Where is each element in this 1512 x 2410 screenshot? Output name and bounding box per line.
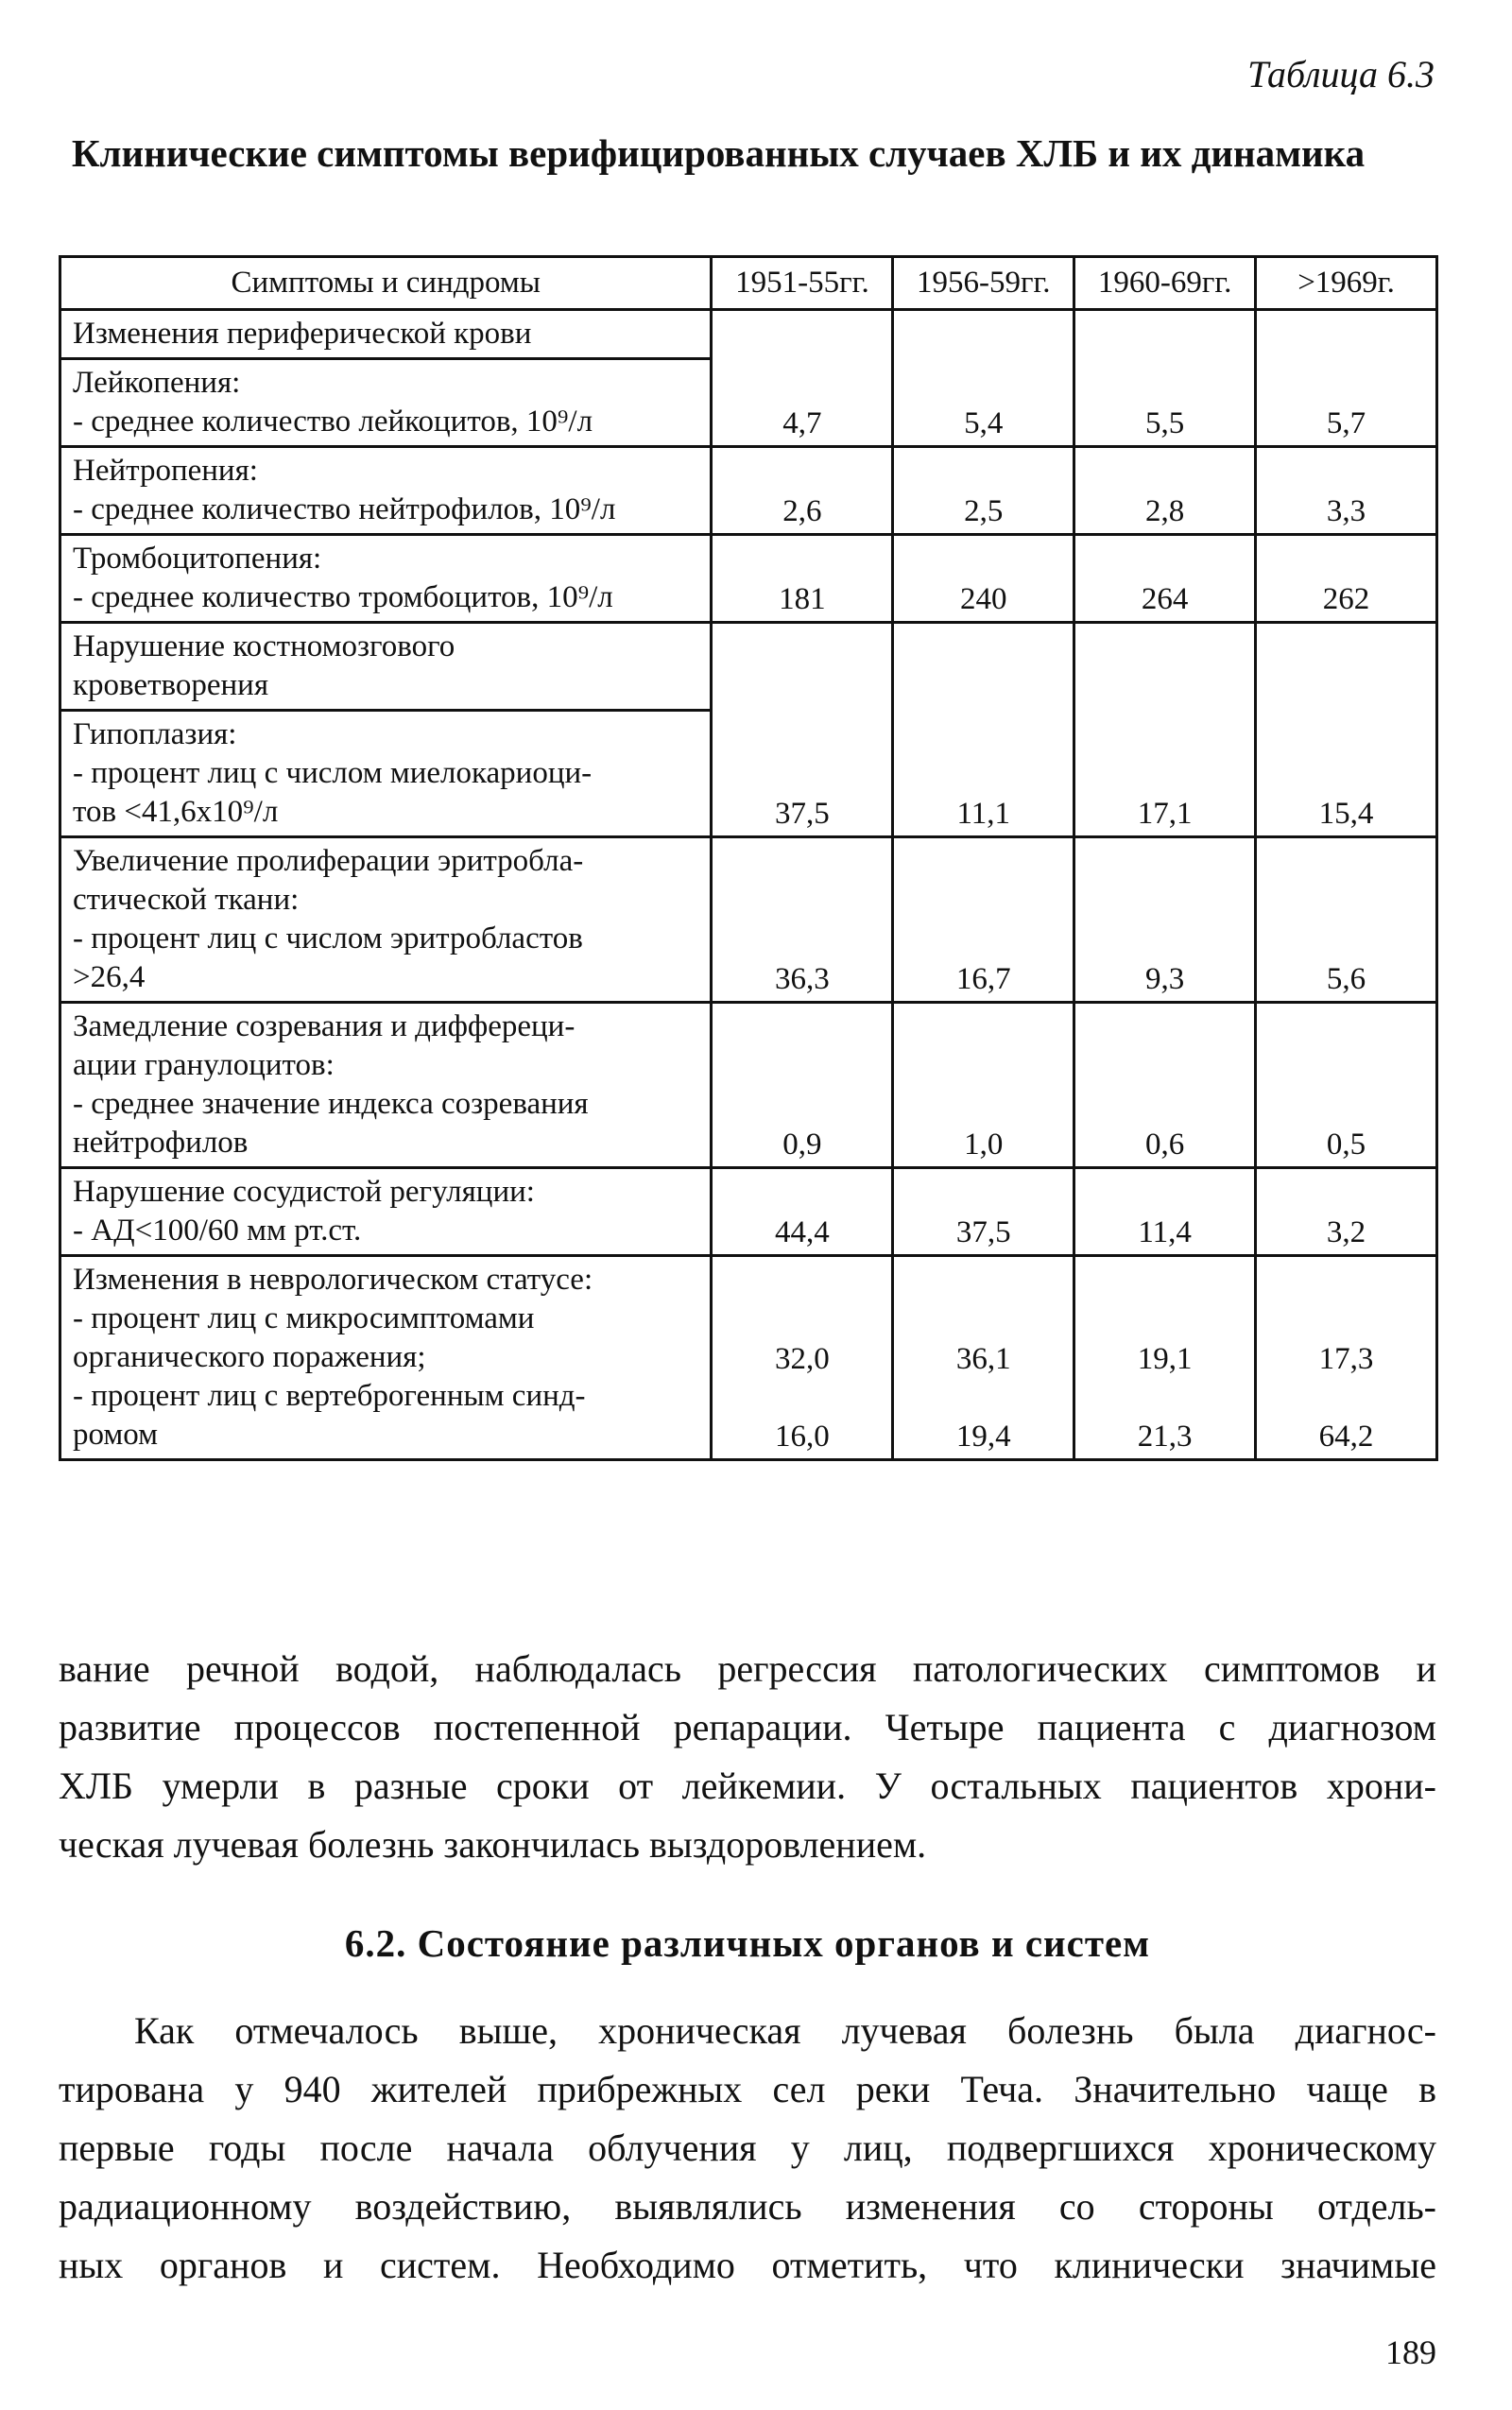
value-cell: 5,5: [1074, 359, 1256, 447]
symptom-text: Замедление созревания и диффереци-: [73, 1009, 576, 1043]
value-b: 21,3: [1137, 1420, 1193, 1454]
symptom-cell: [60, 1256, 712, 1460]
value-a: 19,1: [1137, 1342, 1193, 1376]
header-1951-55: 1951-55гг.: [712, 257, 893, 310]
header-symptoms: Симптомы и синдромы: [60, 257, 712, 310]
paragraph-section: [59, 2002, 1436, 2295]
value-cell: [712, 310, 893, 359]
value-cell: 4,7: [712, 359, 893, 447]
symptom-text: - АД<100/60 мм рт.ст.: [73, 1214, 362, 1248]
table-row: [60, 447, 1437, 535]
value-b: 16,0: [775, 1420, 830, 1454]
symptom-cell: [60, 359, 712, 447]
value-cell: [712, 623, 893, 711]
value-cell: [1074, 310, 1256, 359]
value-cell: 262: [1256, 535, 1437, 623]
symptom-cell: [60, 711, 712, 837]
text-line: тирована у 940 жителей прибрежных сел реки Теча. Значительно чаще в: [59, 2068, 1436, 2110]
symptom-text: тов <41,6x10⁹/л: [73, 795, 279, 829]
symptom-cell: [60, 623, 712, 711]
symptom-text: - среднее количество лейкоцитов, 10⁹/л: [73, 405, 593, 439]
symptom-text: - среднее количество тромбоцитов, 10⁹/л: [73, 580, 613, 614]
symptom-text: Нарушение сосудистой регуляции:: [73, 1175, 535, 1209]
value-cell: 44,4: [712, 1168, 893, 1256]
value-cell: 240: [893, 535, 1074, 623]
table-title: Клинические симптомы верифицированных случаев ХЛБ и их динамика: [71, 131, 1366, 175]
text-line: развитие процессов постепенной репарации. Четыре пациента с диагнозом: [59, 1706, 1436, 1748]
paragraph-continuation: [59, 1640, 1436, 1874]
symptom-cell: [60, 1003, 712, 1168]
value-cell: 9,3: [1074, 837, 1256, 1003]
symptom-text: Гипоплазия:: [73, 717, 237, 751]
value-cell: 17,1: [1074, 711, 1256, 837]
symptom-text: Нарушение костномозгового: [73, 629, 455, 663]
table-row: [60, 359, 1437, 447]
header-after-1969: >1969г.: [1256, 257, 1437, 310]
symptom-cell: [60, 837, 712, 1003]
symptom-text: - процент лиц с вертеброгенным синд-: [73, 1379, 586, 1413]
value-cell: 3,2: [1256, 1168, 1437, 1256]
value-a: 32,0: [775, 1342, 830, 1376]
symptom-text: кроветворения: [73, 668, 268, 702]
symptom-cell: [60, 447, 712, 535]
symptom-text: ации гранулоцитов:: [73, 1048, 335, 1082]
table-row: [60, 837, 1437, 1003]
value-cell: 16,7: [893, 837, 1074, 1003]
symptom-text: Изменения периферической крови: [73, 317, 532, 351]
symptom-text: Лейкопения:: [73, 366, 241, 400]
symptom-text: ромом: [73, 1418, 159, 1452]
symptom-text: - процент лиц с числом миелокариоци-: [73, 756, 593, 790]
value-cell: 0,5: [1256, 1003, 1437, 1168]
text-line: вание речной водой, наблюдалась регрессия патологических симптомов и: [59, 1647, 1436, 1690]
symptoms-table: [59, 255, 1438, 1461]
value-cell: 37,5: [712, 711, 893, 837]
value-cell: [1074, 623, 1256, 711]
value-cell: 5,7: [1256, 359, 1437, 447]
value-cell: [893, 310, 1074, 359]
symptom-text: - среднее значение индекса созревания: [73, 1087, 589, 1121]
value-cell: 2,5: [893, 447, 1074, 535]
symptom-text: Нейтропения:: [73, 454, 258, 488]
symptom-text: - процент лиц с микросимптомами: [73, 1301, 535, 1335]
text-line: ных органов и систем. Необходимо отметить, что клинически значимые: [59, 2244, 1436, 2286]
value-cell: [712, 1256, 893, 1460]
value-cell: 11,4: [1074, 1168, 1256, 1256]
table-row: [60, 711, 1437, 837]
value-a: 17,3: [1318, 1342, 1374, 1376]
symptom-text: Тромбоцитопения:: [73, 542, 322, 576]
symptom-cell: [60, 310, 712, 359]
value-cell: 264: [1074, 535, 1256, 623]
value-cell: 36,3: [712, 837, 893, 1003]
value-cell: 5,4: [893, 359, 1074, 447]
text-line: ческая лучевая болезнь закончилась выздоровлением.: [59, 1823, 927, 1866]
value-cell: [1074, 1256, 1256, 1460]
value-cell: 2,6: [712, 447, 893, 535]
value-cell: 0,9: [712, 1003, 893, 1168]
symptom-text: нейтрофилов: [73, 1126, 249, 1160]
symptom-text: Увеличение пролиферации эритробла-: [73, 844, 584, 878]
value-cell: 1,0: [893, 1003, 1074, 1168]
value-cell: [1256, 1256, 1437, 1460]
text-line: радиационному воздействию, выявлялись изменения со стороны отдель-: [59, 2185, 1436, 2228]
symptom-text: - среднее количество нейтрофилов, 10⁹/л: [73, 492, 616, 526]
symptom-text: >26,4: [73, 960, 146, 994]
value-cell: [1256, 310, 1437, 359]
text-line: Как отмечалось выше, хроническая лучевая болезнь была диагнос-: [134, 2009, 1436, 2052]
table-row: [60, 1256, 1437, 1460]
text-line: первые годы после начала облучения у лиц, подвергшихся хроническому: [59, 2126, 1436, 2169]
symptom-text: стической ткани:: [73, 883, 300, 917]
table-row: [60, 1168, 1437, 1256]
value-cell: [893, 1256, 1074, 1460]
value-cell: [893, 623, 1074, 711]
symptom-cell: [60, 535, 712, 623]
value-cell: 0,6: [1074, 1003, 1256, 1168]
table-row: [60, 1003, 1437, 1168]
table-row: [60, 623, 1437, 711]
value-cell: 11,1: [893, 711, 1074, 837]
value-cell: [1256, 623, 1437, 711]
value-cell: 3,3: [1256, 447, 1437, 535]
header-1960-69: 1960-69гг.: [1074, 257, 1256, 310]
table-row: [60, 310, 1437, 359]
value-cell: 15,4: [1256, 711, 1437, 837]
value-cell: 5,6: [1256, 837, 1437, 1003]
table-row: [60, 535, 1437, 623]
value-cell: 37,5: [893, 1168, 1074, 1256]
symptom-text: Изменения в неврологическом статусе:: [73, 1263, 593, 1297]
value-a: 36,1: [955, 1342, 1011, 1376]
value-b: 64,2: [1318, 1420, 1374, 1454]
symptom-text: органического поражения;: [73, 1340, 426, 1374]
value-cell: 181: [712, 535, 893, 623]
page-number: 189: [1385, 2333, 1436, 2371]
header-1956-59: 1956-59гг.: [893, 257, 1074, 310]
value-cell: 2,8: [1074, 447, 1256, 535]
symptom-text: - процент лиц с числом эритробластов: [73, 921, 583, 955]
symptom-cell: [60, 1168, 712, 1256]
table-label: Таблица 6.3: [1247, 53, 1435, 95]
text-line: ХЛБ умерли в разные сроки от лейкемии. У остальных пациентов хрони-: [59, 1764, 1436, 1807]
section-heading: 6.2. Состояние различных органов и систем: [344, 1921, 1151, 1965]
value-b: 19,4: [955, 1420, 1011, 1454]
table-header-row: [60, 257, 1437, 310]
